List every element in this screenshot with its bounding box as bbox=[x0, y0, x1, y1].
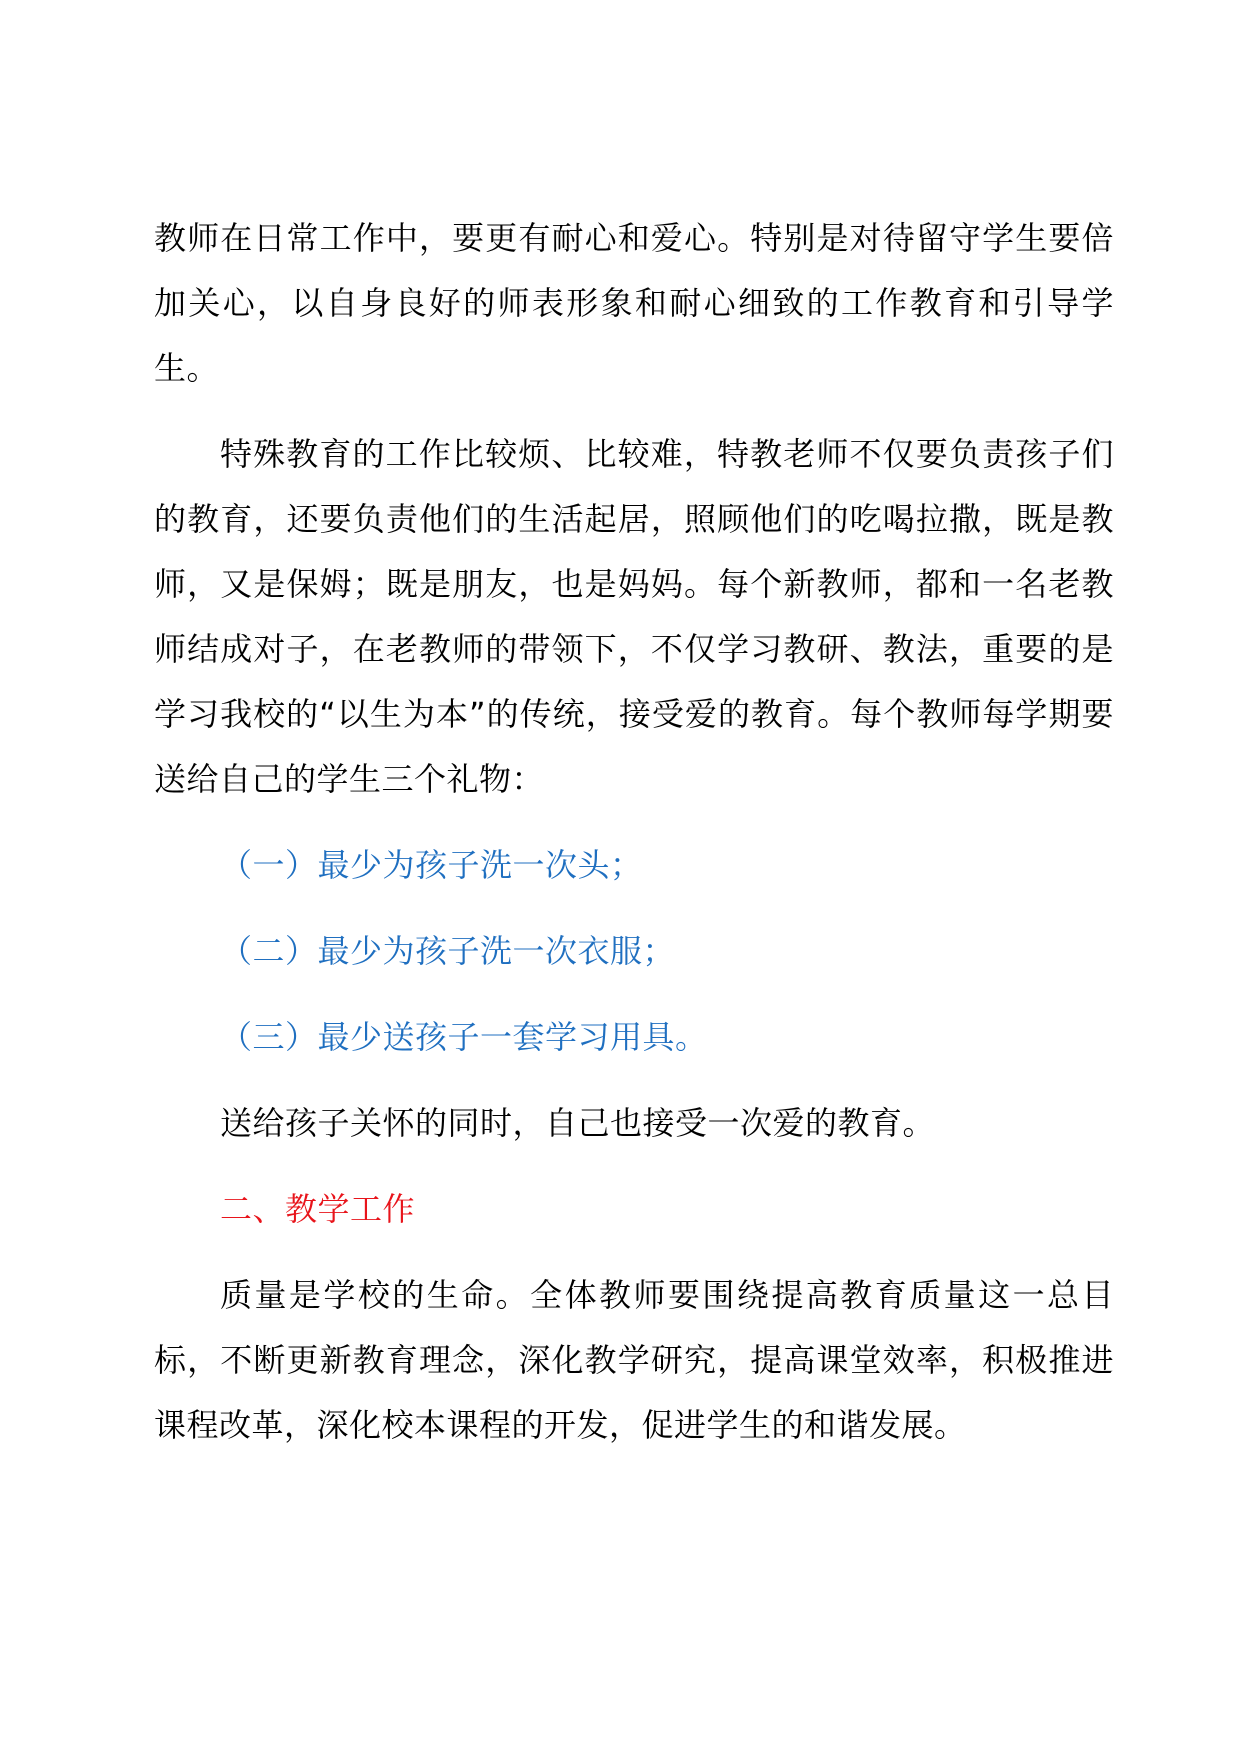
paragraph-special-education: 特殊教育的工作比较烦、比较难，特教老师不仅要负责孩子们的教育，还要负责他们的生活起居，照顾他们的吃喝拉撒，既是教师，又是保姆；既是朋友，也是妈妈。每个新教师，都和一名老教师结成对子，在老教师的带领下，不仅学习教研、教法，重要的是学习我校的“以生为本”的传统，接受爱的教育。每个教师每学期要送给自己的学生三个礼物： bbox=[154, 435, 1114, 798]
paragraph-gift-summary: 送给孩子关怀的同时，自己也接受一次爱的教育。 bbox=[220, 1104, 936, 1142]
document-body bbox=[154, 206, 1114, 1479]
paragraph-quality: 质量是学校的生命。全体教师要围绕提高教育质量这一总目标，不断更新教育理念，深化教学研究，提高课堂效率，积极推进课程改革，深化校本课程的开发，促进学生的和谐发展。 bbox=[154, 1276, 1114, 1444]
gift-item-1: （一）最少为孩子洗一次头； bbox=[220, 846, 643, 884]
gift-item-2: （二）最少为孩子洗一次衣服； bbox=[220, 932, 676, 970]
paragraph-teacher-patience: 教师在日常工作中，要更有耐心和爱心。特别是对待留守学生要倍加关心，以自身良好的师表形象和耐心细致的工作教育和引导学生。 bbox=[154, 219, 1114, 387]
gift-item-3: （三）最少送孩子一套学习用具。 bbox=[220, 1018, 708, 1056]
section-heading-teaching-work: 二、教学工作 bbox=[220, 1190, 416, 1228]
